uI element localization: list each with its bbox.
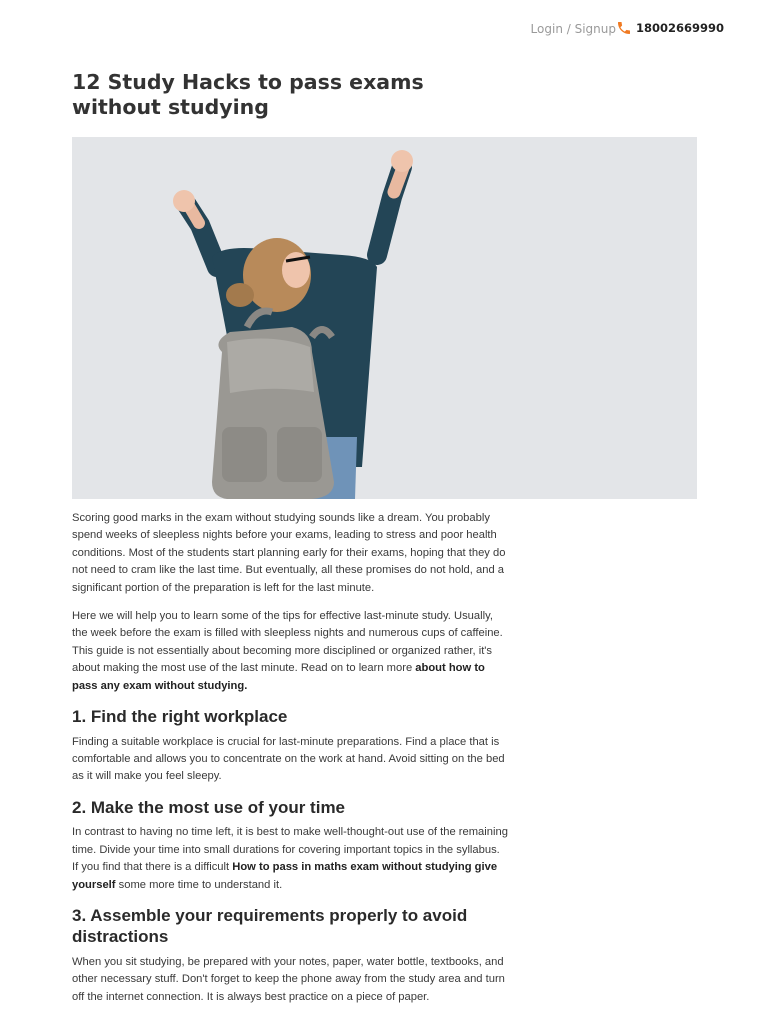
student-celebrating-illustration	[72, 137, 697, 499]
article-body	[72, 510, 508, 1017]
intro-paragraph-1: Scoring good marks in the exam without studying sounds like a dream. You probably spend weeks of sleepless nights before your exams, leading to stress and poor health conditions. Most of the students start planning early for their exams, hoping that they do not need to cram like the last time. But eventually, all these promises do not hold, and a significant portion of the preparation is left for the last minute.	[72, 512, 506, 594]
hero-image	[72, 137, 697, 499]
section-heading-2: 2. Make the most use of your time	[72, 797, 346, 817]
section-heading-3: 3. Assemble your requirements properly to avoid distractions	[72, 905, 468, 947]
phone-contact[interactable]	[616, 20, 724, 36]
phone-number[interactable]: 18002669990	[635, 21, 724, 35]
section-body-2: In contrast to having no time left, it is best to make well-thought-out use of the remaining time. Divide your time into small durations for covering important topics in the syllabus. If you find that there is a difficult How to pass in maths exam without studying give yourself some more time to understand it.	[72, 826, 508, 891]
intro-link-bold: about how to pass any exam without studying.	[72, 662, 485, 692]
section-body-1: Finding a suitable workplace is crucial for last-minute preparations. Find a place that is comfortable and allows you to concentrate on the work at hand. Avoid sitting on the bed as it will make you feel sleepy.	[72, 735, 505, 783]
top-bar	[0, 0, 768, 58]
phone-icon	[616, 20, 632, 36]
section-body-3: When you sit studying, be prepared with your notes, paper, water bottle, textbooks, and other necessary stuff. Don't forget to keep the phone away from the study area and turn off the internet connection. It is always best practice on a piece of paper.	[72, 955, 505, 1003]
login-signup-link[interactable]: Login / Signup	[530, 22, 616, 36]
intro-paragraph-2: Here we will help you to learn some of the tips for effective last-minute study. Usually, the week before the exam is filled with sleepless nights and numerous cups of caffeine. This guide is not essentially about becoming more disciplined or organized rather, it's about making the most use of the last minute. Read on to learn more about how to pass any exam without studying.	[72, 610, 503, 692]
maths-exam-bold: How to pass in maths exam without studying give yourself	[72, 861, 498, 891]
section-heading-1: 1. Find the right workplace	[72, 707, 288, 727]
article-title: 12 Study Hacks to pass exams without studying	[72, 70, 424, 119]
